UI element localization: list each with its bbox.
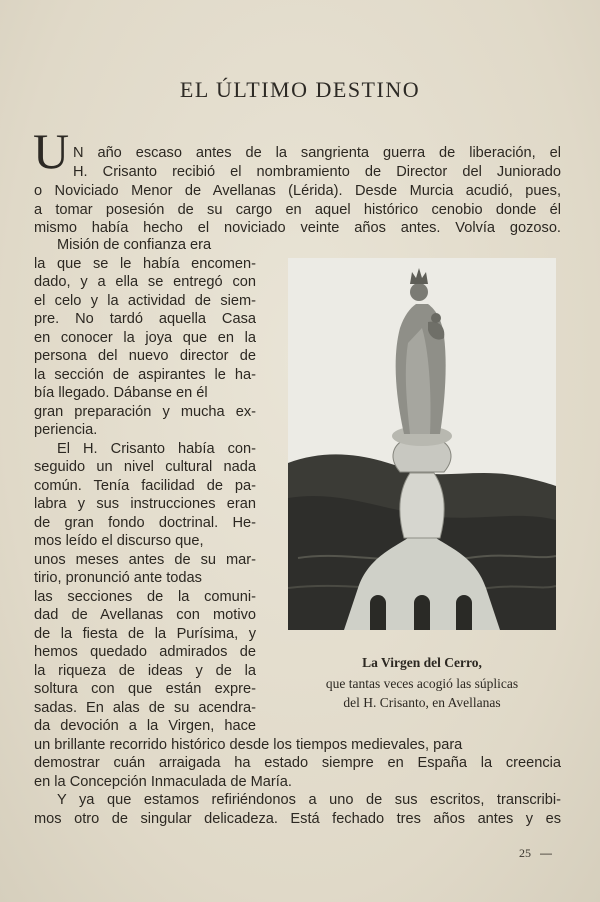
text-line: la sección de aspirantes le ha- bbox=[34, 367, 256, 383]
text-line: a tomar posesión de su cargo en aquel histórico cenobio donde él bbox=[34, 202, 561, 218]
text-line: persona del nuevo director de bbox=[34, 348, 256, 364]
text-line: las secciones de la comuni- bbox=[34, 589, 256, 605]
text-line: mos otro de singular delicadeza. Está fechado tres años antes y es bbox=[34, 811, 561, 827]
caption-line: del H. Crisanto, en Avellanas bbox=[343, 695, 501, 710]
text-line: mismo había hecho el noviciado veinte años antes. Volvía gozoso. bbox=[34, 220, 561, 236]
text-line: pre. No tardó aquella Casa bbox=[34, 311, 256, 327]
page-number: 25 bbox=[519, 846, 531, 860]
text-line: un brillante recorrido histórico desde los tiempos medievales, para bbox=[34, 737, 463, 753]
text-line: común. Tenía facilidad de pa- bbox=[34, 478, 256, 494]
text-line: mos leído el discurso que, bbox=[34, 533, 204, 549]
text-line: la riqueza de ideas y de la bbox=[34, 663, 256, 679]
text-line: periencia. bbox=[34, 422, 98, 438]
text-line: soltura con que están expre- bbox=[34, 681, 256, 697]
text-line: H. Crisanto recibió el nombramiento de Director del Juniorado bbox=[73, 164, 561, 180]
text-line: el celo y la actividad de siem- bbox=[34, 293, 256, 309]
text-line: demostrar cuán arraigada ha estado siempre en España la creencia bbox=[34, 755, 561, 771]
text-line: unos meses antes de su mar- bbox=[34, 552, 256, 568]
text-line: Misión de confianza era bbox=[57, 237, 212, 253]
text-line: Y ya que estamos refiriéndonos a uno de sus escritos, transcribi- bbox=[57, 792, 561, 808]
virgin-statue-image bbox=[288, 258, 556, 630]
caption-line: que tantas veces acogió las súplicas bbox=[325, 676, 519, 691]
text-line: bía llegado. Dábanse en él bbox=[34, 385, 208, 401]
text-line: en conocer la joya que en la bbox=[34, 330, 256, 346]
text-line: dad de Avellanas con motivo bbox=[34, 607, 256, 623]
text-line: sadas. En alas de su acendra- bbox=[34, 700, 256, 716]
text-line: dado, y a ella se entregó con bbox=[34, 274, 256, 290]
text-line: El H. Crisanto había con- bbox=[57, 441, 256, 457]
drop-cap: U bbox=[33, 123, 70, 179]
text-line: de gran fondo doctrinal. He- bbox=[34, 515, 256, 531]
page-number-dash: — bbox=[540, 846, 552, 860]
text-line: da devoción a la Virgen, hace bbox=[34, 718, 256, 734]
statue-photo bbox=[288, 258, 556, 630]
text-line: seguido un nivel cultural nada bbox=[34, 459, 256, 475]
text-line: tirio, pronunció ante todas bbox=[34, 570, 202, 586]
text-line: hemos quedado admirados de bbox=[34, 644, 256, 660]
chapter-title: EL ÚLTIMO DESTINO bbox=[179, 77, 421, 102]
text-line: en la Concepción Inmaculada de María. bbox=[34, 774, 292, 790]
text-line: gran preparación y mucha ex- bbox=[34, 404, 256, 420]
text-line: la que se le había encomen- bbox=[34, 256, 256, 272]
text-line: labra y sus instrucciones eran bbox=[34, 496, 256, 512]
caption-title: La Virgen del Cerro, bbox=[362, 655, 482, 670]
text-line: o Noviciado Menor de Avellanas (Lérida). Desde Murcia acudió, pues, bbox=[34, 183, 561, 199]
text-line: N año escaso antes de la sangrienta guerra de liberación, el bbox=[73, 145, 561, 161]
text-line: de la fiesta de la Purísima, y bbox=[34, 626, 256, 642]
